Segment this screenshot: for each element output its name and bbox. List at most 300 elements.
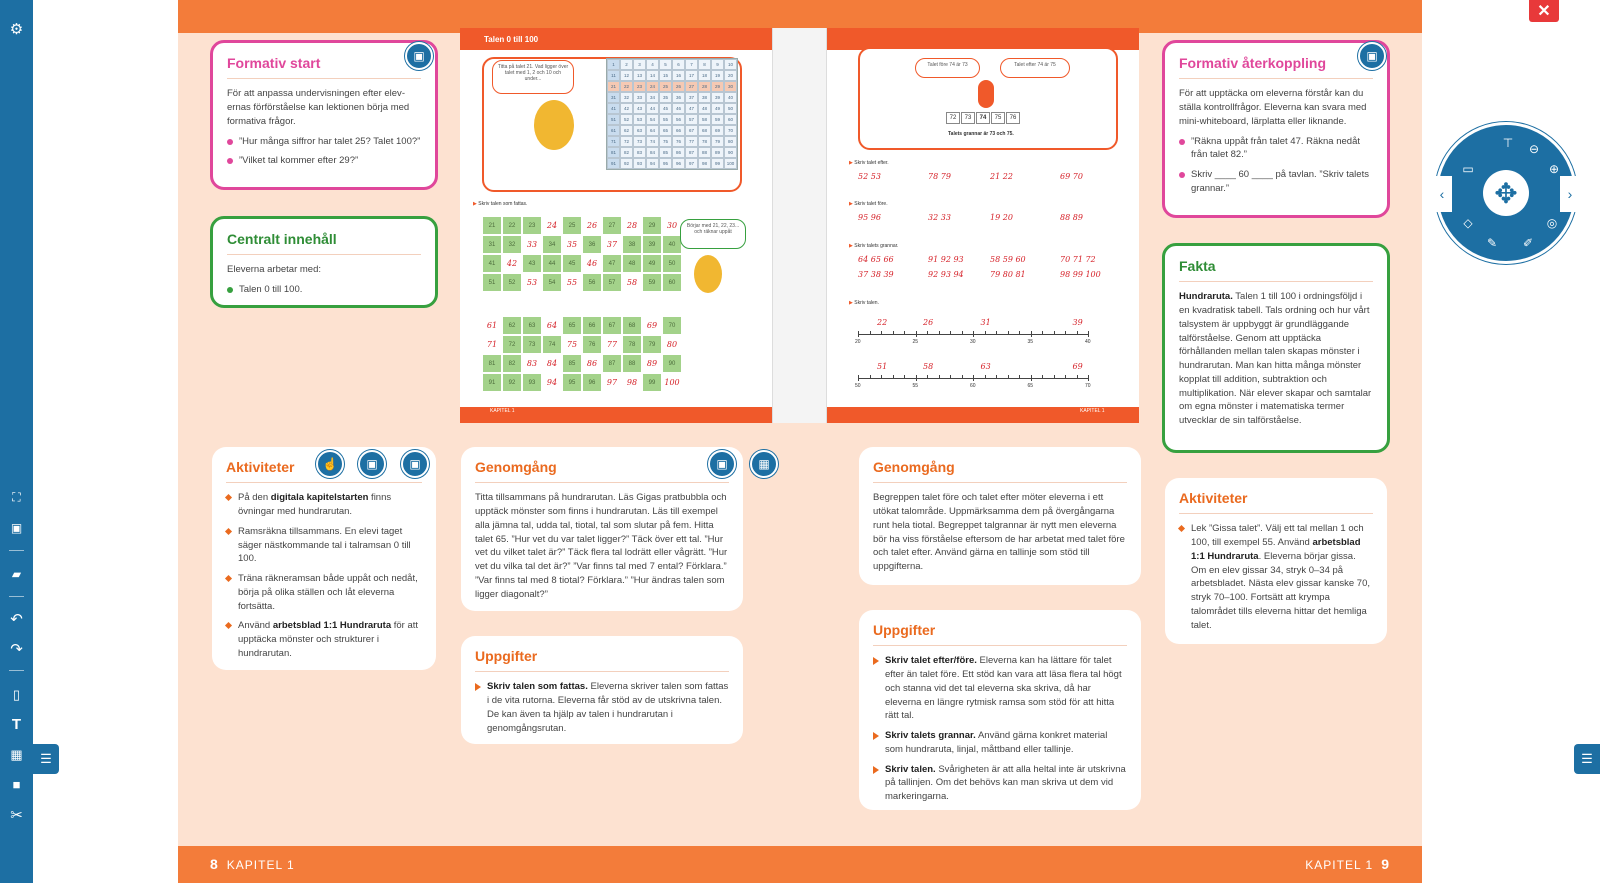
number-cell: 99	[643, 374, 661, 391]
tick-label: 25	[912, 339, 919, 345]
grid-cell: 97	[685, 158, 698, 169]
grid-cell: 58	[698, 114, 711, 125]
media-icon[interactable]: ▦	[750, 450, 778, 478]
spread-bottom-band	[178, 846, 1422, 883]
number-cell: 81	[483, 355, 501, 372]
media-icon[interactable]: ▦	[10, 746, 23, 762]
grid-cell: 78	[698, 136, 711, 147]
tick-mark	[1031, 375, 1032, 381]
grid-cell: 63	[633, 125, 646, 136]
presentation-icon[interactable]: ▣	[358, 450, 386, 478]
number-cell: 32	[503, 236, 521, 253]
list-item: ”Räkna uppåt från talet 47. Räkna nedåt från talet 82.”	[1179, 135, 1373, 163]
answer: 32 33	[928, 213, 951, 222]
centralt-innehall-card	[210, 216, 438, 308]
answer: 91 92 93	[928, 255, 964, 264]
list-item: Skriv talen som fattas. Eleverna skriver talen som fattas i de vita rutorna. Eleverna får stöd av de utskrivna talen. De kan även ta hjälp av talen i hundrarutan i genomgångsrutan.	[475, 680, 729, 735]
tick-mark	[1065, 331, 1066, 335]
tick-mark	[916, 331, 917, 337]
tick-mark	[985, 375, 986, 379]
task-label: ▶ Skriv talets grannar.	[849, 243, 898, 249]
answer: 70 71 72	[1060, 255, 1096, 264]
number-cell: 57	[603, 274, 621, 291]
number-cell: 97	[603, 374, 621, 391]
grid-cell: 3	[633, 59, 646, 70]
previous-page-button[interactable]: ‹	[1432, 176, 1452, 212]
number-cell: 75	[563, 336, 581, 353]
answer: 58 59 60	[990, 255, 1026, 264]
toolbar-separator	[9, 550, 24, 551]
number-cell: 77	[603, 336, 621, 353]
number-cell: 56	[583, 274, 601, 291]
grid-cell: 71	[607, 136, 620, 147]
tick-mark	[870, 331, 871, 335]
number-cell: 92	[503, 374, 521, 391]
grid-cell: 85	[659, 147, 672, 158]
grid-cell: 10	[724, 59, 737, 70]
number-cell: 44	[543, 255, 561, 272]
tick-mark	[939, 331, 940, 335]
number-cell: 63	[523, 317, 541, 334]
answer: 22	[877, 318, 888, 327]
grid-cell: 20	[724, 70, 737, 81]
marker-icon[interactable]: ✐	[1522, 236, 1534, 250]
tick-label: 55	[912, 383, 919, 389]
grid-cell: 49	[711, 103, 724, 114]
tick-mark	[973, 375, 974, 381]
tick-mark	[881, 375, 882, 379]
calendar-icon[interactable]: ▣	[10, 520, 23, 535]
toolbar-separator	[9, 596, 24, 597]
answer: 31	[980, 318, 991, 327]
number-cell: 62	[503, 317, 521, 334]
grid-cell: 89	[711, 147, 724, 158]
number-cell: 98	[623, 374, 641, 391]
number-cell: 33	[523, 236, 541, 253]
book-title: Talen 0 till 100	[484, 35, 539, 44]
number-cell: 80	[663, 336, 681, 353]
grid-cell: 69	[711, 125, 724, 136]
grid-cell: 35	[659, 92, 672, 103]
genomgang-card-2	[859, 447, 1141, 585]
grid-cell: 29	[711, 81, 724, 92]
number-cell: 89	[643, 355, 661, 372]
tick-mark	[962, 375, 963, 379]
grid-cell: 11	[607, 70, 620, 81]
tick-mark	[904, 375, 905, 379]
grid-cell: 70	[724, 125, 737, 136]
number-cell: 30	[663, 217, 681, 234]
grid-cell: 98	[698, 158, 711, 169]
grid-cell: 30	[724, 81, 737, 92]
list-item: ”Hur många siffror har talet 25? Talet 100?”	[227, 135, 421, 149]
grid-cell: 2	[620, 59, 633, 70]
grid-cell: 6	[672, 59, 685, 70]
tick-mark	[950, 331, 951, 335]
number-cell: 41	[483, 255, 501, 272]
pan-icon[interactable]: ✥	[1483, 170, 1529, 216]
number-cell: 69	[643, 317, 661, 334]
grid-cell: 94	[646, 158, 659, 169]
grid-cell: 76	[672, 136, 685, 147]
number-cell: 54	[543, 274, 561, 291]
zoom-out-icon[interactable]: ⊖	[1528, 142, 1540, 156]
book-footer-left: KAPITEL 1	[490, 408, 515, 414]
giga-character	[534, 100, 574, 150]
tick-mark	[904, 331, 905, 335]
number-cell: 61	[483, 317, 501, 334]
grid-cell: 28	[698, 81, 711, 92]
grid-cell: 92	[620, 158, 633, 169]
tick-mark	[927, 375, 928, 379]
grid-cell: 17	[685, 70, 698, 81]
tick-mark	[1019, 331, 1020, 335]
number-cell: 36	[583, 236, 601, 253]
presentation-icon[interactable]: ▣	[401, 450, 429, 478]
tick-mark	[858, 331, 859, 337]
tick-mark	[1008, 331, 1009, 335]
number-cell: 59	[643, 274, 661, 291]
grid-cell: 5	[659, 59, 672, 70]
number-cell: 21	[483, 217, 501, 234]
pen-icon[interactable]: ✎	[1486, 236, 1498, 250]
grid-cell: 61	[607, 125, 620, 136]
fakta-card	[1162, 243, 1390, 453]
tick-mark	[1065, 375, 1066, 379]
number-cell: 64	[543, 317, 561, 334]
card-title: Genomgång	[873, 457, 1127, 483]
number-cell: 49	[643, 255, 661, 272]
grid-cell: 99	[711, 158, 724, 169]
list-item: Skriv ____ 60 ____ på tavlan. ”Skriv talets grannar.”	[1179, 168, 1373, 196]
eraser-icon[interactable]: ◇	[1463, 216, 1473, 230]
tick-mark	[881, 331, 882, 335]
navigation-wheel[interactable]	[1435, 122, 1577, 264]
fullscreen-icon[interactable]: ⛶	[12, 490, 21, 504]
list-item: ”Vilket tal kommer efter 29?”	[227, 154, 421, 168]
close-button[interactable]: ✕	[1529, 0, 1559, 22]
grid-cell: 42	[620, 103, 633, 114]
number-cell: 71	[483, 336, 501, 353]
grid-cell: 83	[633, 147, 646, 158]
hundraruta-grid	[606, 58, 738, 170]
grid-cell: 86	[672, 147, 685, 158]
number-cell: 46	[583, 255, 601, 272]
left-menu-tab[interactable]: ☰	[33, 744, 59, 774]
card-text: Begreppen talet före och talet efter möter eleverna i ett utökat talområde. Uppmärksamma dem på övergångarna runt hela tiotal. Begreppet talgrannar är nytt men eleverna bör ha viss förståelse eftersom de har arbetat med talet före och talet efter. Använd gärna en tallinje som stöd till uppgifterna.	[873, 492, 1125, 573]
grid-cell: 36	[672, 92, 685, 103]
card-text: Hundraruta. Talen 1 till 100 i ordningsföljd i en kvadratisk tabell. Tals ordning och hur vårt talsystem är uppbyggt är grundläggande talförståelse. Genom att upptäcka förhållanden mellan talen skapas mönster i hundrarutan. Man kan hitta många mönster kopplat till addition, subtraktion och multiplikation. När elever skapar och samtalar om egna mönster i matematiska termer utvecklar de sin talförståelse.	[1179, 291, 1372, 427]
answer: 19 20	[990, 213, 1013, 222]
grid-cell: 8	[698, 59, 711, 70]
number-cell: 88	[623, 355, 641, 372]
book-footer-right: KAPITEL 1	[1080, 408, 1105, 414]
next-page-button[interactable]: ›	[1560, 176, 1580, 212]
grid-cell: 52	[620, 114, 633, 125]
number-cell: 93	[523, 374, 541, 391]
grid-cell: 51	[607, 114, 620, 125]
grid-cell: 13	[633, 70, 646, 81]
tick-mark	[1019, 375, 1020, 379]
grid-cell: 96	[672, 158, 685, 169]
answer: 58	[923, 362, 934, 371]
tick-label: 40	[1085, 339, 1091, 345]
tools-icon[interactable]: ✂	[10, 806, 23, 824]
tick-mark	[1088, 331, 1089, 337]
tick-mark	[1054, 331, 1055, 335]
number-grid-2	[483, 317, 681, 391]
page-icon[interactable]: ▯	[12, 686, 21, 702]
grid-cell: 46	[672, 103, 685, 114]
tick-mark	[1054, 375, 1055, 379]
grid-cell: 48	[698, 103, 711, 114]
page-number-left: 8	[210, 856, 219, 872]
grannar-text: Talets grannar är 73 och 75.	[948, 131, 1014, 137]
number-cell: 24	[543, 217, 561, 234]
tick-mark	[916, 375, 917, 381]
tick-label: 35	[1027, 339, 1034, 345]
tick-mark	[1088, 375, 1089, 381]
settings-icon[interactable]: ⚙	[9, 20, 24, 38]
number-cell: 82	[503, 355, 521, 372]
page-number-right: 9	[1381, 856, 1390, 872]
grid-cell: 37	[685, 92, 698, 103]
grid-cell: 100	[724, 158, 737, 169]
grid-cell: 62	[620, 125, 633, 136]
grid-cell: 84	[646, 147, 659, 158]
hand-touch-icon[interactable]: ☝	[316, 450, 344, 478]
grid-cell: 80	[724, 136, 737, 147]
grid-cell: 19	[711, 70, 724, 81]
tick-mark	[939, 375, 940, 379]
grid-cell: 72	[620, 136, 633, 147]
grid-cell: 65	[659, 125, 672, 136]
grid-cell: 90	[724, 147, 737, 158]
number-cell: 29	[643, 217, 661, 234]
footer-right	[1305, 856, 1390, 872]
card-title: Uppgifter	[873, 620, 1127, 646]
tick-mark	[1077, 331, 1078, 335]
sitemap-icon[interactable]: ⊤	[1502, 136, 1514, 150]
grid-cell: 14	[646, 70, 659, 81]
number-cell: 22	[503, 217, 521, 234]
toolbar-separator	[9, 670, 24, 671]
number-cell: 84	[543, 355, 561, 372]
blank-icon[interactable]: ■	[12, 777, 21, 792]
tick-mark	[996, 375, 997, 379]
tick-mark	[950, 375, 951, 379]
number-cell: 94	[543, 374, 561, 391]
list-item: Träna räkneramsan både uppåt och nedåt, börja på olika ställen och låt eleverna fortsätta.	[226, 572, 422, 613]
number-cell: 96	[583, 374, 601, 391]
grid-cell: 91	[607, 158, 620, 169]
list-item: Talen 0 till 100.	[227, 283, 421, 297]
tick-mark	[1031, 331, 1032, 337]
card-title: Centralt innehåll	[227, 229, 421, 255]
grid-cell: 34	[646, 92, 659, 103]
number-cell: 27	[603, 217, 621, 234]
grid-cell: 55	[659, 114, 672, 125]
number-cell: 60	[663, 274, 681, 291]
undo-icon[interactable]: ↶	[10, 610, 23, 628]
tick-mark	[985, 331, 986, 335]
number-row: 72 73 74 75 76	[946, 112, 1020, 124]
grid-cell: 12	[620, 70, 633, 81]
card-text: Titta tillsammans på hundrarutan. Läs Gigas pratbubbla och upptäck mönster som finns i hundrarutan. Läs till exempel alla jämna tal, udda tal, tiotal, tal som slutar på fem. Hitta talet 65. ”Hur vet du var talet ligger?” Täck över ett tal. ”Hur vet du vilket talet är?” Täck flera tal lodrätt eller vågrätt. ”Hur vet du vilka tal det är?” ”Var finns tal med 7 ental? Förklara.” ”Var finns tal med 8 tiotal? Förklara.” ”Hur ändras talen som ligger diagonalt?”	[475, 492, 728, 600]
number-cell: 55	[563, 274, 581, 291]
grid-cell: 21	[607, 81, 620, 92]
grid-cell: 88	[698, 147, 711, 158]
number-cell: 50	[663, 255, 681, 272]
grid-cell: 7	[685, 59, 698, 70]
tick-mark	[1042, 375, 1043, 379]
number-cell: 37	[603, 236, 621, 253]
answer: 52 53	[858, 172, 881, 181]
speech-bubble: Talet efter 74 är 75	[1000, 58, 1070, 78]
number-cell: 47	[603, 255, 621, 272]
screen-icon[interactable]: ▭	[1462, 162, 1474, 176]
number-cell: 68	[623, 317, 641, 334]
grid-cell: 79	[711, 136, 724, 147]
answer: 51	[877, 362, 888, 371]
tick-mark	[870, 375, 871, 379]
tick-mark	[1008, 375, 1009, 379]
chapter-label-left: KAPITEL 1	[226, 858, 295, 872]
zoom-in-icon[interactable]: ⊕	[1548, 162, 1560, 176]
footer-left	[210, 856, 295, 872]
grid-cell: 64	[646, 125, 659, 136]
grid-cell: 47	[685, 103, 698, 114]
grid-cell: 75	[659, 136, 672, 147]
answer: 26	[923, 318, 934, 327]
card-title: Uppgifter	[475, 646, 729, 672]
book-gutter	[772, 28, 827, 423]
grid-cell: 31	[607, 92, 620, 103]
number-cell: 52	[503, 274, 521, 291]
tick-mark	[927, 331, 928, 335]
grid-cell: 66	[672, 125, 685, 136]
number-cell: 38	[623, 236, 641, 253]
list-item: Använd arbetsblad 1:1 Hundraruta för att upptäcka mönster och strukturer i hundrarutan.	[226, 619, 422, 660]
card-title: Formativ återkoppling	[1179, 53, 1373, 79]
number-cell: 79	[643, 336, 661, 353]
grid-cell: 26	[672, 81, 685, 92]
list-item: Lek ”Gissa talet”. Välj ett tal mellan 1 och 100, till exempel 55. Använd arbetsblad 1:1 Hundraruta. Eleverna börjar gissa. Om en elev gissar 34, stryk 0–34 på arbetsbladet. Nästa elev gissar kanske 70, stryk 70–100. Fortsätt att krympa talområdet tills eleverna hittar det hemliga talet.	[1179, 522, 1373, 632]
grid-cell: 44	[646, 103, 659, 114]
number-cell: 39	[643, 236, 661, 253]
grid-cell: 60	[724, 114, 737, 125]
speech-bubble: Talet före 74 är 73	[915, 58, 980, 78]
number-cell: 23	[523, 217, 541, 234]
grid-cell: 54	[646, 114, 659, 125]
redo-icon[interactable]: ↷	[10, 640, 23, 658]
grid-cell: 4	[646, 59, 659, 70]
list-item: På den digitala kapitelstarten finns övningar med hundrarutan.	[226, 491, 422, 519]
formativ-start-card	[210, 40, 438, 190]
aktiviteter-card-left	[212, 447, 436, 670]
grid-cell: 43	[633, 103, 646, 114]
grid-cell: 53	[633, 114, 646, 125]
text-icon[interactable]: T	[11, 716, 22, 733]
number-cell: 76	[583, 336, 601, 353]
folder-icon[interactable]: ▰	[11, 566, 22, 581]
number-cell: 91	[483, 374, 501, 391]
presentation-icon[interactable]: ▣	[708, 450, 736, 478]
grid-cell: 25	[659, 81, 672, 92]
card-text: För att upptäcka om eleverna förstår kan du ställa kontrollfrågor. Eleverna kan svara med mini-whiteboard, lärplatta eller liknande.	[1179, 88, 1367, 127]
tick-label: 70	[1085, 383, 1091, 389]
grid-cell: 95	[659, 158, 672, 169]
number-cell: 26	[583, 217, 601, 234]
answer: 64 65 66	[858, 255, 894, 264]
aktiviteter-card-right	[1165, 478, 1387, 644]
number-cell: 74	[543, 336, 561, 353]
tick-label: 30	[970, 339, 976, 345]
tick-mark	[893, 375, 894, 379]
number-cell: 78	[623, 336, 641, 353]
number-cell: 40	[663, 236, 681, 253]
answer: 78 79	[928, 172, 951, 181]
grid-cell: 33	[633, 92, 646, 103]
grid-cell: 74	[646, 136, 659, 147]
number-cell: 45	[563, 255, 581, 272]
presentation-icon[interactable]: ▣	[1358, 42, 1386, 70]
character-figure	[694, 255, 722, 293]
grid-cell: 18	[698, 70, 711, 81]
number-cell: 35	[563, 236, 581, 253]
answer: 37 38 39	[858, 270, 894, 279]
number-cell: 42	[503, 255, 521, 272]
number-cell: 43	[523, 255, 541, 272]
task-label: ▶ Skriv talen.	[849, 300, 879, 306]
number-cell: 83	[523, 355, 541, 372]
number-cell: 100	[663, 374, 681, 391]
answer: 98 99 100	[1060, 270, 1101, 279]
grid-cell: 15	[659, 70, 672, 81]
answer: 21 22	[990, 172, 1013, 181]
card-title: Genomgång	[475, 457, 729, 483]
answer: 92 93 94	[928, 270, 964, 279]
answer: 95 96	[858, 213, 881, 222]
grid-cell: 22	[620, 81, 633, 92]
tick-label: 50	[855, 383, 861, 389]
grid-cell: 39	[711, 92, 724, 103]
number-cell: 53	[523, 274, 541, 291]
tick-label: 60	[970, 383, 976, 389]
answer: 39	[1072, 318, 1083, 327]
tick-mark	[962, 331, 963, 335]
grid-cell: 41	[607, 103, 620, 114]
grid-cell: 67	[685, 125, 698, 136]
answer: 63	[980, 362, 991, 371]
number-cell: 73	[523, 336, 541, 353]
card-text: För att anpassa undervisningen efter elevernas förförståelse kan lektionen börja med formativa frågor.	[227, 88, 410, 127]
uppgifter-card-1	[461, 636, 743, 744]
task-label: ▶ Skriv talen som fattas.	[473, 201, 527, 207]
grid-cell: 23	[633, 81, 646, 92]
character-figure	[978, 80, 994, 108]
zoom-fit-icon[interactable]: ◎	[1546, 216, 1558, 230]
tick-mark	[1042, 331, 1043, 335]
formativ-aterkoppling-card	[1162, 40, 1390, 218]
presentation-icon[interactable]: ▣	[405, 42, 433, 70]
grid-cell: 38	[698, 92, 711, 103]
genomgang-card-1	[461, 447, 743, 611]
right-menu-tab[interactable]: ☰	[1574, 744, 1600, 774]
list-item: Skriv talen. Svårigheten är att alla heltal inte är utskrivna på tallinjen. Om det behövs kan man skriva ut dem vid markeringarna.	[873, 763, 1127, 804]
number-cell: 34	[543, 236, 561, 253]
tick-label: 65	[1027, 383, 1034, 389]
